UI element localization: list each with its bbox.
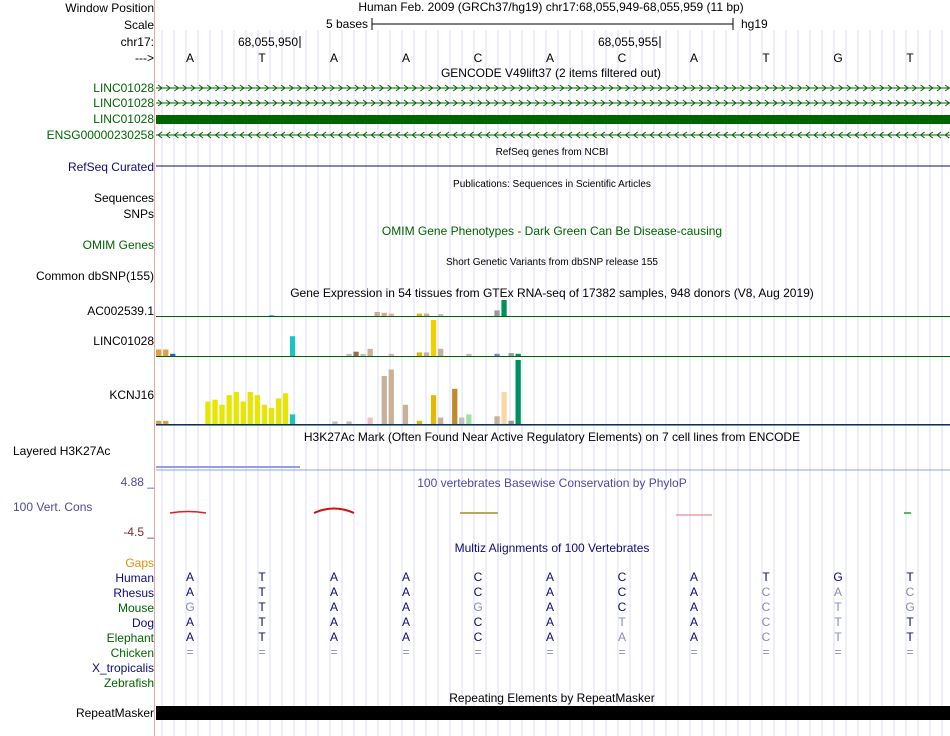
alignment-base: A	[545, 630, 555, 644]
gtex-tissue-bar[interactable]	[170, 354, 175, 356]
alignment-base: G	[185, 600, 195, 614]
gtex-tissue-bar[interactable]	[346, 354, 351, 356]
gtex-tissue-bar[interactable]	[501, 392, 506, 424]
alignment-base: C	[473, 630, 483, 644]
repeatmasker-label[interactable]: RepeatMasker	[75, 706, 154, 720]
gtex-tissue-bar[interactable]	[346, 421, 351, 424]
gtex-tissue-bar[interactable]	[290, 336, 295, 356]
scale-bar-text: 5 bases	[325, 17, 368, 31]
gtex-tissue-bar[interactable]	[353, 352, 358, 356]
gtex-tissue-bar[interactable]	[417, 352, 422, 356]
alignment-base: A	[545, 600, 555, 614]
alignment-base: =	[618, 645, 626, 659]
phylop-label[interactable]: 100 Vert. Cons	[13, 500, 93, 514]
alignment-base: A	[329, 585, 339, 599]
sequence-base: T	[258, 51, 266, 65]
sequence-base: A	[329, 51, 339, 65]
gtex-tissue-bar[interactable]	[466, 354, 471, 356]
gtex-tissue-bar[interactable]	[227, 395, 232, 424]
alignment-base: A	[545, 585, 555, 599]
gtex-tissue-bar[interactable]	[516, 360, 521, 424]
publications-track-title: Publications: Sequences in Scientific Articles	[453, 179, 651, 190]
gtex-tissue-bar[interactable]	[417, 314, 422, 316]
alignment-base: G	[905, 600, 915, 614]
gtex-tissue-bar[interactable]	[509, 353, 514, 356]
gtex-tissue-bar[interactable]	[382, 313, 387, 316]
sequence-base: A	[185, 51, 195, 65]
refseq-label[interactable]: RefSeq Curated	[67, 160, 154, 174]
alignment-base: A	[401, 585, 411, 599]
gtex-tissue-bar[interactable]	[516, 354, 521, 356]
alignment-base: C	[473, 615, 483, 629]
gtex-tissue-bar[interactable]	[156, 421, 161, 424]
gtex-tissue-bar[interactable]	[494, 310, 499, 316]
gtex-tissue-bar[interactable]	[205, 402, 210, 424]
alignment-base: A	[185, 615, 195, 629]
multiz-alignment[interactable]	[185, 570, 914, 659]
gtex-tissue-bar[interactable]	[269, 408, 274, 424]
omim-label[interactable]: OMIM Genes	[82, 238, 154, 252]
gtex-tissue-bar[interactable]	[431, 395, 436, 424]
gtex-tissue-bar[interactable]	[424, 314, 429, 316]
gtex-tissue-bar[interactable]	[360, 354, 365, 356]
gtex-tissue-bar[interactable]	[389, 370, 394, 424]
species-mouse[interactable]: Mouse	[117, 601, 154, 615]
gtex-tissue-bar[interactable]	[403, 405, 408, 424]
alignment-base: T	[906, 570, 914, 584]
alignment-base: A	[401, 630, 411, 644]
species-dog[interactable]: Dog	[131, 616, 154, 630]
gtex-tissue-bar[interactable]	[438, 418, 443, 424]
alignment-base: A	[401, 570, 411, 584]
chrom-label: chr17:	[120, 35, 154, 49]
gtex-gene-linc01028[interactable]: LINC01028	[93, 334, 154, 348]
alignment-base: A	[401, 615, 411, 629]
gtex-tissue-bar[interactable]	[494, 416, 499, 424]
alignment-base: C	[617, 585, 627, 599]
alignment-base: A	[689, 585, 699, 599]
alignment-base: T	[258, 585, 266, 599]
scale-db-text: hg19	[741, 17, 768, 31]
species-elephant[interactable]: Elephant	[106, 631, 154, 645]
h3k27ac-label[interactable]: Layered H3K27Ac	[13, 444, 111, 458]
omim-track-title: OMIM Gene Phenotypes - Dark Green Can Be Disease-causing	[381, 224, 723, 238]
alignment-base: T	[258, 570, 266, 584]
strand-label: --->	[135, 51, 154, 65]
sequence-base: C	[473, 51, 483, 65]
species-chicken[interactable]: Chicken	[110, 646, 154, 660]
species-rhesus[interactable]: Rhesus	[113, 586, 154, 600]
publications-snps-label[interactable]: SNPs	[123, 207, 154, 221]
alignment-base: T	[906, 615, 914, 629]
alignment-base: T	[762, 570, 770, 584]
alignment-base: A	[689, 600, 699, 614]
h3k27ac-track-title: H3K27Ac Mark (Often Found Near Active Regulatory Elements) on 7 cell lines from ENCODE	[303, 430, 801, 444]
alignment-base: A	[185, 630, 195, 644]
alignment-base: =	[906, 645, 914, 659]
gtex-gene-kcnj16[interactable]: KCNJ16	[109, 388, 154, 402]
alignment-base: =	[402, 645, 410, 659]
alignment-base: T	[834, 615, 842, 629]
gtex-tissue-bar[interactable]	[332, 421, 337, 424]
gtex-tissue-bar[interactable]	[368, 418, 373, 424]
h3k27ac-signal[interactable]	[156, 466, 950, 470]
publications-sequences-label[interactable]: Sequences	[93, 191, 154, 205]
alignment-base: =	[474, 645, 482, 659]
gtex-tissue-bar[interactable]	[382, 376, 387, 424]
alignment-base: C	[761, 615, 771, 629]
phylop-min-label: -4.5 _	[123, 525, 154, 539]
phylop-track-title: 100 vertebrates Basewise Conservation by PhyloP	[417, 476, 687, 490]
gtex-tissue-bar[interactable]	[283, 393, 288, 424]
sequence-base: C	[617, 51, 627, 65]
alignment-base: C	[473, 585, 483, 599]
gtex-tissue-bar[interactable]	[431, 320, 436, 356]
gtex-tissue-bar[interactable]	[459, 418, 464, 424]
gtex-tissue-bar[interactable]	[452, 389, 457, 424]
sequence-base: T	[906, 51, 914, 65]
alignment-base: A	[401, 600, 411, 614]
alignment-base: C	[617, 600, 627, 614]
alignment-base: T	[258, 615, 266, 629]
gencode-item-1[interactable]: LINC01028	[93, 81, 154, 95]
alignment-base: C	[761, 630, 771, 644]
alignment-base: C	[761, 600, 771, 614]
gtex-tissue-bar[interactable]	[219, 405, 224, 424]
repeatmasker-block[interactable]	[156, 706, 950, 720]
alignment-base: A	[185, 585, 195, 599]
gtex-tissue-bar[interactable]	[241, 402, 246, 424]
gencode-item-3[interactable]: LINC01028	[93, 112, 154, 126]
alignment-base: =	[258, 645, 266, 659]
gaps-label[interactable]: Gaps	[125, 556, 154, 570]
gencode-item-4[interactable]: ENSG00000230258	[46, 128, 154, 142]
assembly-position-text: Human Feb. 2009 (GRCh37/hg19) chr17:68,055,949-68,055,959 (11 bp)	[358, 0, 744, 14]
gtex-tissue-bar[interactable]	[248, 392, 253, 424]
alignment-base: A	[545, 615, 555, 629]
alignment-base: A	[329, 615, 339, 629]
alignment-base: A	[329, 630, 339, 644]
alignment-base: A	[689, 570, 699, 584]
sequence-base: A	[401, 51, 411, 65]
alignment-base: A	[617, 630, 627, 644]
gtex-expression-plot[interactable]	[156, 300, 950, 425]
species-x-tropicalis[interactable]: X_tropicalis	[91, 661, 154, 675]
alignment-base: A	[329, 570, 339, 584]
gtex-tissue-bar[interactable]	[438, 314, 443, 316]
gtex-tissue-bar[interactable]	[212, 400, 217, 424]
alignment-base: T	[834, 600, 842, 614]
alignment-base: =	[186, 645, 194, 659]
gtex-tissue-bar[interactable]	[269, 315, 274, 316]
alignment-base: C	[761, 585, 771, 599]
gtex-tissue-bar[interactable]	[375, 312, 380, 316]
alignment-base: A	[689, 615, 699, 629]
gtex-tissue-bar[interactable]	[163, 350, 168, 357]
refseq-track-title: RefSeq genes from NCBI	[495, 147, 609, 158]
alignment-base: =	[690, 645, 698, 659]
window-position-label: Window Position	[65, 1, 154, 15]
phylop-signal[interactable]	[170, 509, 911, 516]
alignment-base: A	[185, 570, 195, 584]
gtex-tissue-bar[interactable]	[290, 414, 295, 424]
gtex-tissue-bar[interactable]	[255, 395, 260, 424]
gtex-tissue-bar[interactable]	[163, 421, 168, 424]
gtex-tissue-bar[interactable]	[424, 352, 429, 356]
gtex-tissue-bar[interactable]	[389, 314, 394, 316]
sequence-base: A	[545, 51, 555, 65]
gtex-tissue-bar[interactable]	[417, 421, 422, 424]
alignment-base: T	[618, 615, 626, 629]
gtex-tissue-bar[interactable]	[509, 421, 514, 424]
alignment-base: G	[833, 570, 843, 584]
scale-label: Scale	[123, 18, 154, 32]
alignment-base: =	[330, 645, 338, 659]
sequence-base: T	[762, 51, 770, 65]
alignment-base: T	[834, 630, 842, 644]
dbsnp-track-title: Short Genetic Variants from dbSNP release 155	[446, 257, 658, 268]
gencode-track-title: GENCODE V49lift37 (2 items filtered out)	[440, 66, 662, 80]
gtex-track-title: Gene Expression in 54 tissues from GTEx RNA-seq of 17382 samples, 948 donors (V8, Aug 2019)	[290, 286, 814, 300]
gencode-item-2[interactable]: LINC01028	[93, 96, 154, 110]
gtex-tissue-bar[interactable]	[156, 350, 161, 357]
gtex-tissue-bar[interactable]	[466, 414, 471, 424]
gtex-tissue-bar[interactable]	[262, 405, 267, 424]
gtex-tissue-bar[interactable]	[389, 354, 394, 356]
alignment-base: A	[545, 570, 555, 584]
sequence-base: A	[689, 51, 699, 65]
species-zebrafish[interactable]: Zebrafish	[103, 676, 154, 690]
alignment-base: A	[329, 600, 339, 614]
sequence-row	[186, 51, 914, 65]
gtex-gene-ac002539[interactable]: AC002539.1	[87, 304, 154, 318]
dbsnp-label[interactable]: Common dbSNP(155)	[35, 269, 154, 283]
coord-tick-1: 68,055,950	[237, 35, 298, 49]
alignment-base: C	[617, 570, 627, 584]
alignment-base: C	[905, 585, 915, 599]
coord-tick-2: 68,055,955	[597, 35, 658, 49]
alignment-base: T	[258, 630, 266, 644]
alignment-base: C	[473, 570, 483, 584]
gencode-features[interactable]	[156, 85, 950, 138]
alignment-base: =	[546, 645, 554, 659]
repeatmasker-track-title: Repeating Elements by RepeatMasker	[449, 691, 655, 705]
alignment-base: T	[906, 630, 914, 644]
alignment-base: =	[834, 645, 842, 659]
species-human[interactable]: Human	[115, 571, 154, 585]
gtex-tissue-bar[interactable]	[438, 349, 443, 356]
alignment-base: T	[258, 600, 266, 614]
gtex-tissue-bar[interactable]	[234, 392, 239, 424]
scale-bar	[372, 18, 733, 30]
alignment-base: A	[833, 585, 843, 599]
alignment-base: =	[762, 645, 770, 659]
gtex-tissue-bar[interactable]	[368, 349, 373, 356]
gtex-tissue-bar[interactable]	[501, 300, 506, 316]
gtex-tissue-bar[interactable]	[276, 398, 281, 424]
phylop-max-label: 4.88 _	[120, 475, 154, 489]
sequence-base: G	[833, 51, 843, 65]
alignment-base: G	[473, 600, 483, 614]
alignment-base: A	[689, 630, 699, 644]
multiz-track-title: Multiz Alignments of 100 Vertebrates	[454, 541, 650, 555]
gtex-tissue-bar[interactable]	[494, 354, 499, 356]
